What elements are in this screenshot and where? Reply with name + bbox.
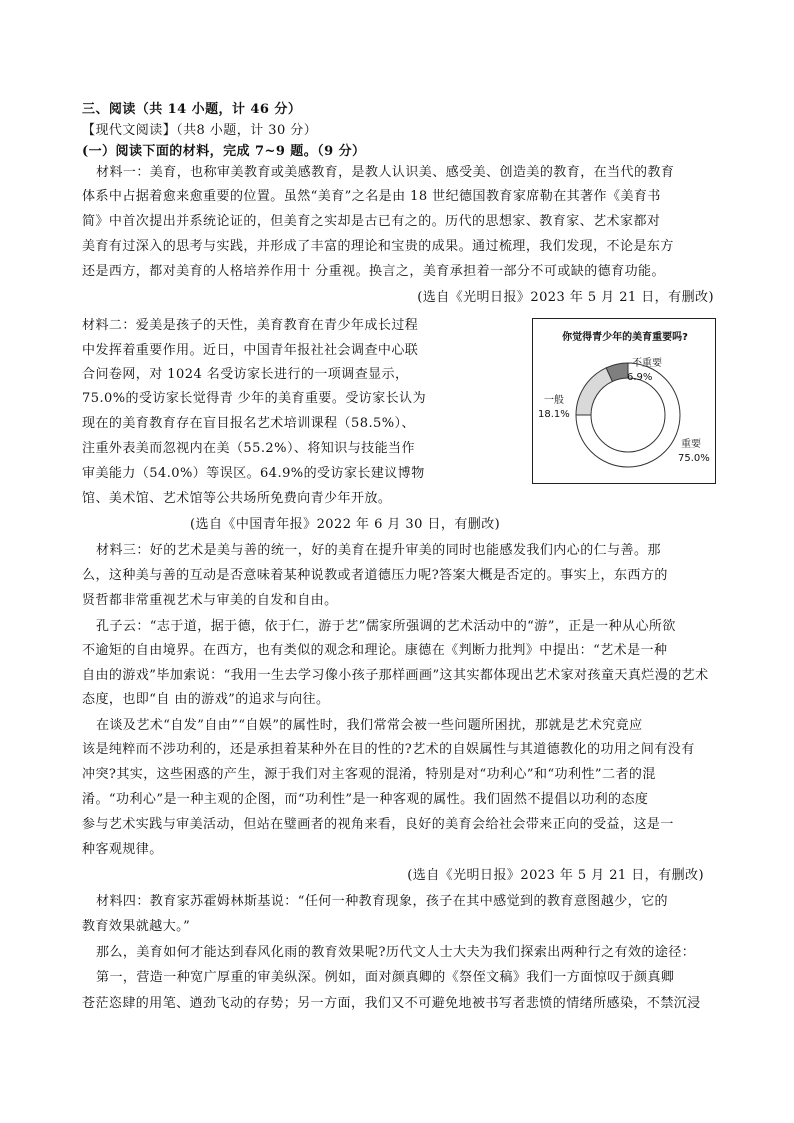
m2-line: 注重外表美而忽视内在美（55.2%）、将知识与技能当作 bbox=[82, 441, 415, 456]
m2-line: 审美能力（54.0%）等误区。64.9%的受访家长建议博物 bbox=[82, 466, 425, 481]
m3b-line: 态度，也即“自 由的游戏”的追求与向往。 bbox=[82, 692, 330, 707]
m3c-line: 淆。“功利心”是一种主观的企图，而“功利性”是一种客观的属性。我们固然不提倡以功利的态度 bbox=[82, 792, 649, 807]
m3c-line: 种客观规律。 bbox=[82, 842, 163, 857]
label-important-name: 重要 bbox=[681, 439, 701, 450]
section-title: 三、阅读（共 14 小题，计 46 分） bbox=[82, 102, 302, 117]
m2-line: 合问卷网，对 1024 名受访家长进行的一项调查显示， bbox=[82, 367, 409, 382]
m2-source: (选自《中国青年报》2022 年 6 月 30 日，有删改) bbox=[190, 517, 501, 532]
m3b-line: 不逾矩的自由境界。在西方，也有类似的观念和理论。康德在《判断力批判》中提出：“艺术是一种 bbox=[82, 643, 668, 658]
m3c-line: 参与艺术实践与审美活动，但站在璧画者的视角来看，良好的美育会给社会带来正向的受益，这是一 bbox=[82, 817, 674, 832]
m3-source: (选自《光明日报》2023 年 5 月 21 日，有删改) bbox=[407, 868, 704, 883]
m4-line: 材料四：教育家苏霍姆林斯基说：“任何一种教育现象，孩子在其中感觉到的教育意图越少，它的 bbox=[96, 894, 668, 909]
modern-reading-title: 【现代文阅读】（共8 小题，计 30 分） bbox=[82, 123, 318, 138]
donut-chart-svg bbox=[533, 319, 717, 485]
slice-average bbox=[576, 368, 612, 415]
m1-line: 材料一：美育，也称审美教育或美感教育，是教人认识美、感受美、创造美的教育，在当代的教育 bbox=[96, 165, 675, 180]
m3c-line: 在谈及艺术“自发”自由”“自娱”的属性时，我们常常会被一些问题所困扰，那就是艺术究竟应 bbox=[96, 718, 643, 733]
m4b-line: 那么，美育如何才能达到春风化雨的教育效果呢?历代文人士大夫为我们探索出两种行之有效的途径： bbox=[96, 945, 696, 960]
m3-line: 材料三：好的艺术是美与善的统一，好的美育在提升审美的同时也能感发我们内心的仁与善。那 bbox=[96, 543, 661, 558]
m3-line: 么，这种美与善的互动是否意味着某种说教或者道德压力呢?答案大概是否定的。事实上，东西方的 bbox=[82, 568, 668, 583]
m2-line: 材料二：爱美是孩子的天性，美育教育在青少年成长过程 bbox=[82, 318, 419, 333]
m1-line: 美育有过深入的思考与实践，并形成了丰富的理论和宝贵的成果。通过梳理，我们发现，不论是东方 bbox=[82, 239, 674, 254]
label-not-important-name: 不重要 bbox=[632, 358, 662, 369]
survey-chart bbox=[532, 318, 716, 484]
m1-line: 简》中首次提出并系统论证的，但美育之实却是古已有之的。历代的思想家、教育家、艺术家都对 bbox=[82, 214, 661, 229]
part1-title: (一）阅读下面的材料，完成 7~9 题。（9 分） bbox=[82, 144, 366, 159]
m1-line: 体系中占据着愈来愈重要的位置。虽然“美育”之名是由 18 世纪德国教育家席勒在其著作《美育书 bbox=[82, 189, 661, 204]
m4b-line: 苍茫恣肆的用笔、遒劲飞动的存势；另一方面，我们又不可避免地被书写者悲愤的情绪所感染，不禁沉浸 bbox=[82, 996, 701, 1011]
label-important-value: 75.0% bbox=[678, 453, 710, 464]
label-average-value: 18.1% bbox=[538, 409, 570, 420]
m3b-line: 孔子云：“志于道，据于德，依于仁，游于艺”儒家所强调的艺术活动中的“游”，正是一种从心所欲 bbox=[96, 619, 676, 634]
m1-source: (选自《光明日报》2023 年 5 月 21 日，有删改) bbox=[417, 290, 714, 305]
label-not-important-value: 6.9% bbox=[627, 372, 653, 383]
m3c-line: 该是纯粹而不涉功利的，还是承担着某种外在目的性的?艺术的自娱属性与其道德教化的功用之间有没有 bbox=[82, 742, 695, 757]
m3c-line: 冲突?其实，这些困惑的产生，源于我们对主客观的混淆，特别是对“功利心”和“功利性”二者的混 bbox=[82, 767, 656, 782]
m3b-line: 自由的游戏”毕加索说：“我用一生去学习像小孩子那样画画”这其实都体现出艺术家对孩童天真烂漫的艺术 bbox=[82, 668, 709, 683]
m2-line: 75.0%的受访家长觉得青 少年的美育重要。受访家长认为 bbox=[82, 391, 427, 406]
m2-line: 现在的美育教育存在盲目报名艺术培训课程（58.5%）、 bbox=[82, 416, 415, 431]
m4-line: 教育效果就越大。” bbox=[82, 919, 191, 934]
label-average-name: 一般 bbox=[544, 395, 564, 406]
m1-line: 还是西方，都对美育的人格培养作用十 分重视。换言之，美育承担着一部分不可或缺的德育功能。 bbox=[82, 264, 665, 279]
m2-line: 馆、美术馆、艺术馆等公共场所免费向青少年开放。 bbox=[82, 491, 392, 506]
chart-title: 你觉得青少年的美育重要吗? bbox=[562, 332, 688, 343]
m2-line: 中发挥着重要作用。近日，中国青年报社社会调查中心联 bbox=[82, 343, 419, 358]
m3-line: 贤哲都非常重视艺术与审美的自发和自由。 bbox=[82, 593, 338, 608]
m4b-line: 第一，营造一种宽广厚重的审美纵深。例如，面对颜真卿的《祭侄文稿》我们一方面惊叹于颜真卿 bbox=[96, 970, 675, 985]
